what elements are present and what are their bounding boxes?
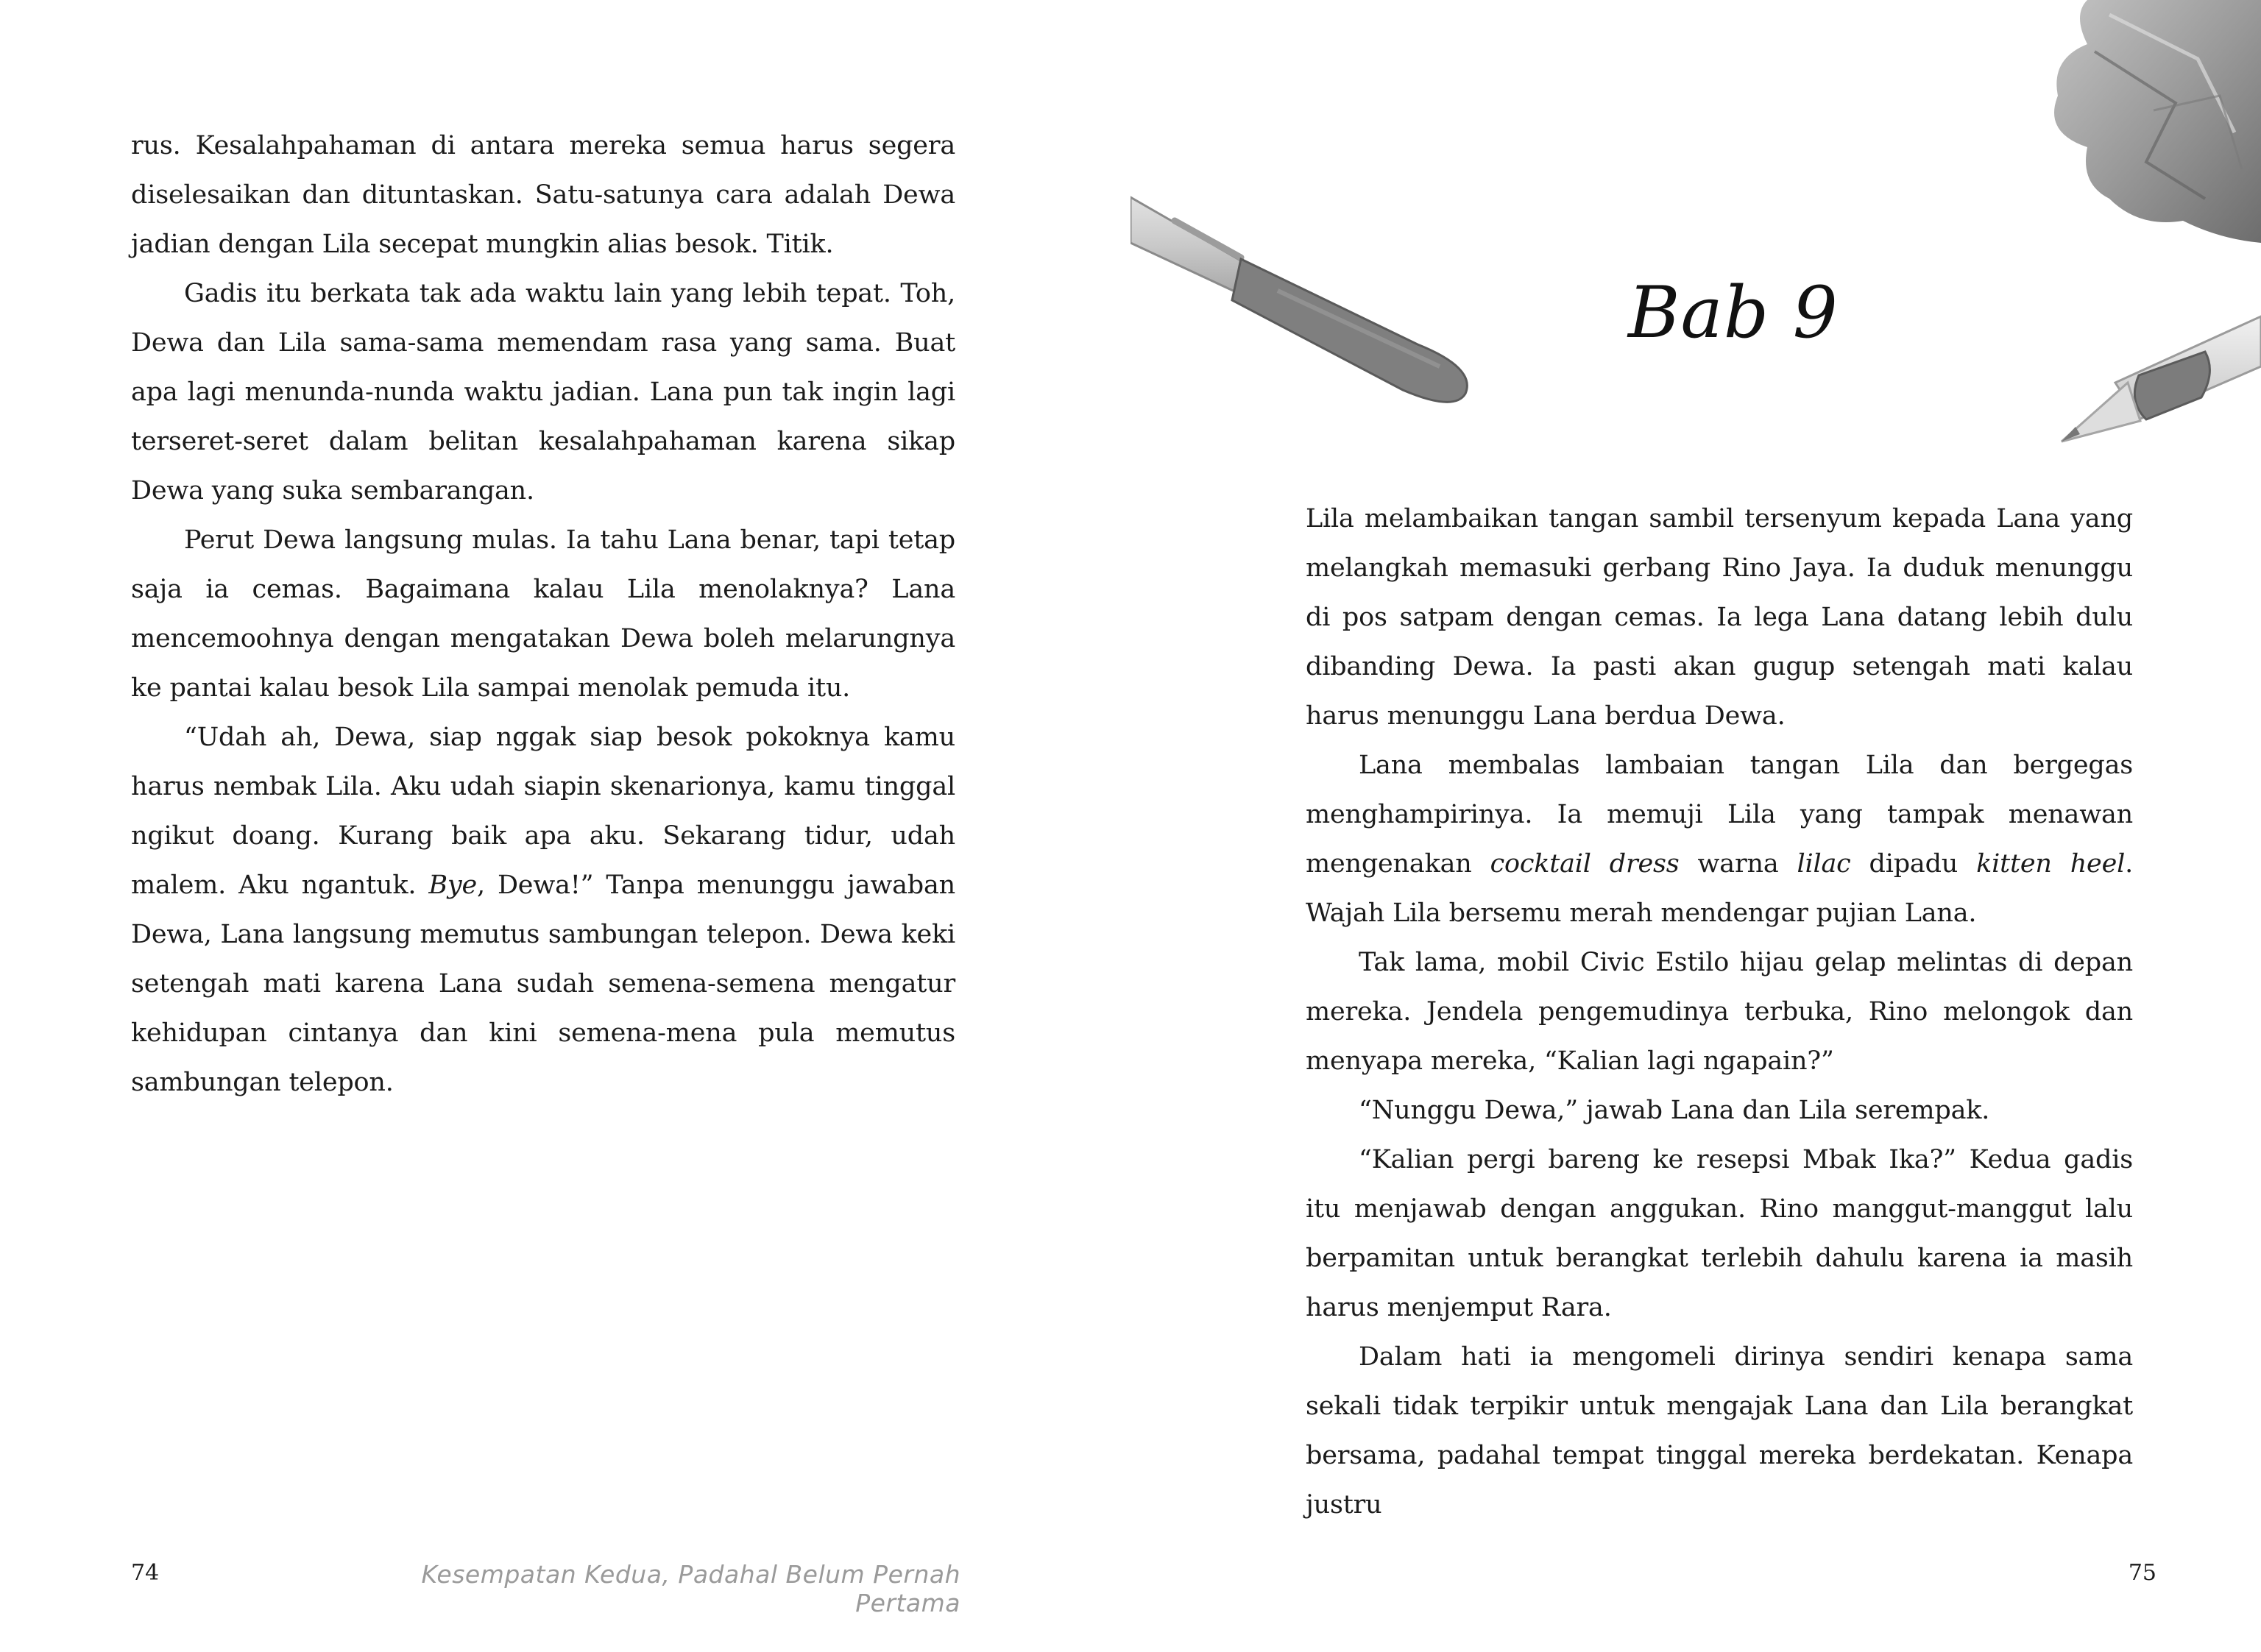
right-page bbox=[1130, 0, 2261, 1652]
chapter-illustration bbox=[1130, 0, 2261, 456]
paragraph bbox=[1306, 1135, 2133, 1333]
chapter-title: Bab 9 bbox=[1628, 272, 1839, 354]
paragraph bbox=[1306, 1086, 2133, 1135]
pencil-icon bbox=[2062, 316, 2261, 442]
page-number: 74 bbox=[131, 1560, 160, 1586]
paragraph bbox=[1306, 1333, 2133, 1530]
text-segment: . Wajah Lila bersemu merah mendengar pujian Lana. bbox=[1306, 849, 2134, 928]
left-page bbox=[0, 0, 1130, 1652]
paragraph bbox=[1306, 741, 2133, 938]
text-segment: Lana membalas lambaian tangan Lila dan bergegas menghampirinya. Ia memuji Lila yang tampak menawan mengenakan bbox=[1306, 751, 2133, 879]
italic-segment: lilac bbox=[1797, 849, 1851, 879]
text-segment: , Dewa!” Tanpa menunggu jawaban Dewa, Lana langsung memutus sambungan telepon. Dewa keki setengah mati karena Lana sudah semena-semena mengatur kehidupan cintanya dan kini semena-mena pula memutus sambungan telepon. bbox=[131, 871, 955, 1097]
paragraph bbox=[1306, 494, 2133, 741]
running-head: Kesempatan Kedua, Padahal Belum Pernah Pertama bbox=[421, 1560, 960, 1617]
paragraph bbox=[131, 516, 955, 713]
right-page-body bbox=[1306, 494, 2133, 1530]
text-segment: “Nunggu Dewa,” jawab Lana dan Lila serempak. bbox=[1359, 1096, 1990, 1125]
italic-segment: kitten heel bbox=[1976, 849, 2126, 879]
text-segment: Dalam hati ia mengomeli dirinya sendiri kenapa sama sekali tidak terpikir untuk mengajak Lana dan Lila berangkat bersama, padahal tempat tinggal mereka berdekatan. Kenapa justru bbox=[1306, 1342, 2133, 1520]
text-segment: dipadu bbox=[1850, 849, 1977, 879]
text-segment: warna bbox=[1679, 849, 1797, 879]
text-segment: Perut Dewa langsung mulas. Ia tahu Lana benar, tapi tetap saja ia cemas. Bagaimana kalau Lila menolaknya? Lana mencemoohnya dengan mengatakan Dewa boleh melarungnya ke pantai kalau besok Lila sampai menolak pemuda itu. bbox=[131, 525, 955, 703]
page-number: 75 bbox=[2128, 1560, 2156, 1586]
text-segment: “Kalian pergi bareng ke resepsi Mbak Ika?” Kedua gadis itu menjawab dengan anggukan. Rino manggut-manggut lalu berpamitan untuk berangkat terlebih dahulu karena ia masih harus menjemput Rara. bbox=[1306, 1145, 2133, 1322]
paragraph bbox=[1306, 938, 2133, 1086]
italic-segment: cocktail dress bbox=[1490, 849, 1680, 879]
left-page-body bbox=[131, 121, 955, 1107]
italic-segment: Bye bbox=[428, 871, 477, 900]
text-segment: rus. Kesalahpahaman di antara mereka semua harus segera diselesaikan dan dituntaskan. Satu-satunya cara adalah Dewa jadian dengan Lila secepat mungkin alias besok. Titik. bbox=[131, 131, 955, 259]
paragraph bbox=[131, 121, 955, 269]
crumpled-paper-icon bbox=[2054, 0, 2261, 243]
text-segment: Tak lama, mobil Civic Estilo hijau gelap melintas di depan mereka. Jendela pengemudinya terbuka, Rino melongok dan menyapa mereka, “Kalian lagi ngapain?” bbox=[1306, 948, 2133, 1076]
pen-icon bbox=[1130, 197, 1467, 402]
text-segment: Gadis itu berkata tak ada waktu lain yang lebih tepat. Toh, Dewa dan Lila sama-sama memendam rasa yang sama. Buat apa lagi menunda-nunda waktu jadian. Lana pun tak ingin lagi terseret-seret dalam belitan kesalahpahaman karena sikap Dewa yang suka sembarangan. bbox=[131, 279, 955, 506]
paragraph bbox=[131, 269, 955, 516]
paragraph bbox=[131, 713, 955, 1107]
text-segment: “Udah ah, Dewa, siap nggak siap besok pokoknya kamu harus nembak Lila. Aku udah siapin skenarionya, kamu tinggal ngikut doang. Kurang baik apa aku. Sekarang tidur, udah malem. Aku ngantuk. bbox=[131, 723, 955, 900]
text-segment: Lila melambaikan tangan sambil tersenyum kepada Lana yang melangkah memasuki gerbang Rino Jaya. Ia duduk menunggu di pos satpam dengan cemas. Ia lega Lana datang lebih dulu dibanding Dewa. Ia pasti akan gugup setengah mati kalau harus menunggu Lana berdua Dewa. bbox=[1306, 504, 2133, 731]
